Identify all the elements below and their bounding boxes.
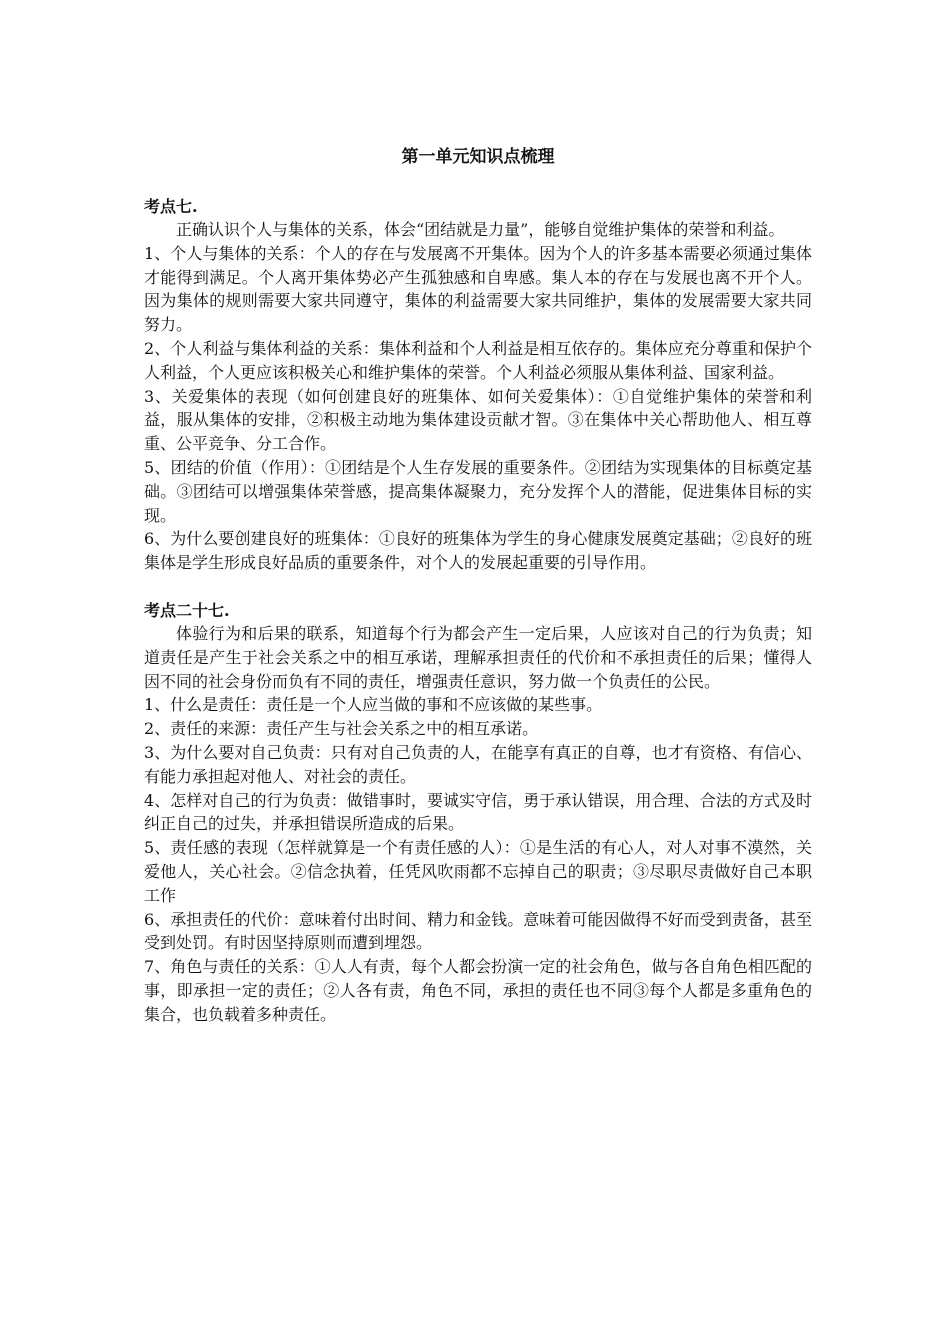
knowledge-point: 2、责任的来源：责任产生与社会关系之中的相互承诺。 [144, 719, 539, 739]
knowledge-point: 3、为什么要对自己负责：只有对自己负责的人，在能享有真正的自尊，也才有资格、有信心、有能力承担起对他人、对社会的责任。 [144, 742, 812, 786]
section-kaodian-27 [144, 599, 812, 1027]
knowledge-point: 6、承担责任的代价：意味着付出时间、精力和金钱。意味着可能因做得不好而受到责备，甚至受到处罚。有时因坚持原则而遭到埋怨。 [144, 909, 812, 953]
knowledge-point: 2、个人利益与集体利益的关系：集体利益和个人利益是相互依存的。集体应充分尊重和保护个人利益，个人更应该积极关心和维护集体的荣誉。个人利益必须服从集体利益、国家利益。 [144, 338, 812, 382]
knowledge-point: 6、为什么要创建良好的班集体：①良好的班集体为学生的身心健康发展奠定基础；②良好的班集体是学生形成良好品质的重要条件，对个人的发展起重要的引导作用。 [144, 529, 812, 573]
knowledge-point: 5、团结的价值（作用）：①团结是个人生存发展的重要条件。②团结为实现集体的目标奠定基础。③团结可以增强集体荣誉感，提高集体凝聚力，充分发挥个人的潜能，促进集体目标的实现。 [144, 457, 812, 525]
section-intro: 体验行为和后果的联系，知道每个行为都会产生一定后果，人应该对自己的行为负责；知道责任是产生于社会关系之中的相互承诺，理解承担责任的代价和不承担责任的后果；懂得人因不同的社会身份而负有不同的责任，增强责任意识，努力做一个负责任的公民。 [144, 623, 812, 691]
section-kaodian-7 [144, 195, 812, 575]
section-intro: 正确认识个人与集体的关系，体会“团结就是力量”，能够自觉维护集体的荣誉和利益。 [176, 220, 785, 239]
section-heading: 考点七. [144, 197, 198, 216]
knowledge-point: 1、什么是责任：责任是一个人应当做的事和不应该做的某些事。 [144, 695, 603, 715]
document-title: 第一单元知识点梳理 [401, 147, 555, 167]
knowledge-point: 5、责任感的表现（怎样就算是一个有责任感的人）：①是生活的有心人，对人对事不漠然，关爱他人，关心社会。②信念执着，任凭风吹雨都不忘掉自己的职责；③尽职尽责做好自己本职工作 [144, 838, 812, 905]
knowledge-point: 4、怎样对自己的行为负责：做错事时，要诚实守信，勇于承认错误，用合理、合法的方式及时纠正自己的过失，并承担错误所造成的后果。 [144, 790, 812, 834]
knowledge-point: 1、个人与集体的关系：个人的存在与发展离不开集体。因为个人的许多基本需要必须通过集体才能得到满足。个人离开集体势必产生孤独感和自卑感。集人本的存在与发展也离不开个人。因为集体的规则需要大家共同遵守，集体的利益需要大家共同维护，集体的发展需要大家共同努力。 [144, 243, 812, 335]
document-page [144, 145, 812, 1185]
knowledge-point: 7、角色与责任的关系：①人人有责，每个人都会扮演一定的社会角色，做与各自角色相匹配的事，即承担一定的责任；②人各有责，角色不同，承担的责任也不同③每个人都是多重角色的集合，也负载着多种责任。 [144, 957, 812, 1024]
knowledge-point: 3、关爱集体的表现（如何创建良好的班集体、如何关爱集体）：①自觉维护集体的荣誉和利益，服从集体的安排，②积极主动地为集体建设贡献才智。③在集体中关心帮助他人、相互尊重、公平竞争、分工合作。 [144, 386, 812, 454]
section-heading: 考点二十七. [144, 600, 230, 620]
